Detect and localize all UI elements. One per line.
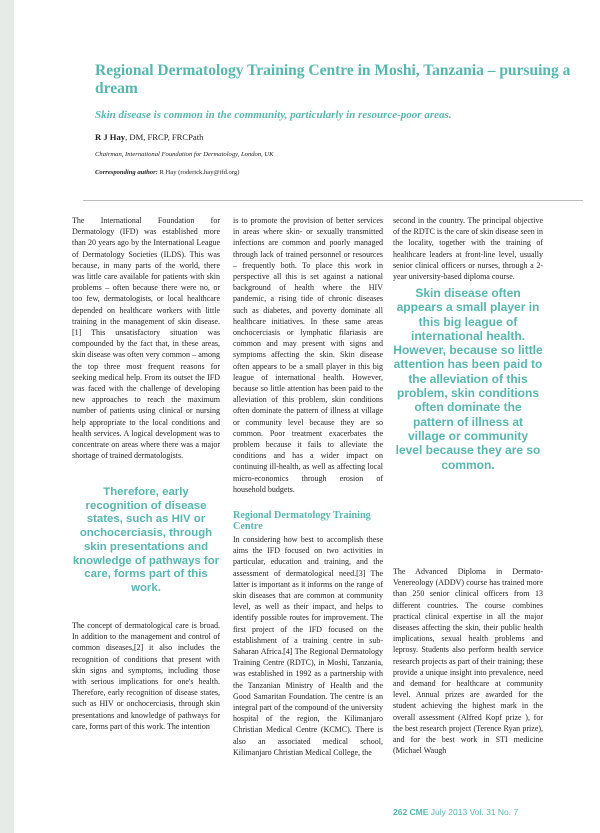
article-subtitle: Skin disease is common in the community, particularly in resource-poor areas.: [95, 109, 452, 121]
body-paragraph: second in the country. The principal objective of the RDTC is the care of skin disease seen in the locality, together with the training of healthcare leaders at front-line level, usually senior clinical officers or nurses, through a 2-year university-based diploma course.: [393, 216, 543, 282]
author-name: R J Hay: [95, 132, 126, 142]
corresponding-label: Corresponding author:: [95, 169, 158, 176]
issue-info: July 2013 Vol. 31 No. 7: [428, 807, 519, 817]
column-2-bottom: [233, 534, 383, 758]
body-paragraph: is to promote the provision of better services in areas where skin- or sexually transmitted infections are common and poorly managed through lack of trained personnel or resources – frequently both. To place this work in perspective all this is set against a national background of health where the HIV pandemic, a rising tide of chronic diseases such as diabetes, and poverty dominate all healthcare initiatives. In these same areas onchocerciasis or lymphatic filariasis are common and may present with signs and symptoms affecting the skin. Skin disease often appears to be a small player in this big league of international health. However, because so little attention has been paid to the alleviation of this problem, skin conditions often dominate the pattern of illness at village or community level because they are so common. Poor treatment exacerbates the problem because it fails to alleviate the conditions and has a wider impact on continuing ill-health, as well as affecting local micro-economics through erosion of household budgets.: [233, 216, 383, 494]
section-heading: Regional Dermatology Training Centre: [233, 510, 371, 532]
author-line: [95, 132, 575, 143]
body-paragraph: In considering how best to accomplish these aims the IFD focused on two activities in particular, education and training, and the assessment of dermatological need.[3] The latter is important as it informs on the range of skin diseases that are common at community level, as well as their impact, and helps to identify possible routes for improvement. The first project of the IFD focused on the establishment of a training centre in sub-Saharan Africa.[4] The Regional Dermatology Training Centre (RDTC), in Moshi, Tanzania, was established in 1992 as a partnership with the Tanzanian Ministry of Health and the Good Samaritan Foundation. The centre is an integral part of the compound of the university hospital of the region, the Kilimanjaro Christian Medical Centre (KCMC). There is also an associated medical school, Kilimanjaro Christian Medical College, the: [233, 535, 383, 757]
column-2-top: [233, 215, 383, 495]
column-1-continued: [72, 620, 220, 732]
article-header: [95, 62, 575, 177]
page-number: 262 CME: [393, 807, 429, 817]
article-title: Regional Dermatology Training Centre in Moshi, Tanzania – pursuing a dream: [95, 62, 571, 97]
pull-quote-left: Therefore, early recognition of disease states, such as HIV or onchocerciasis, through skin presentations and knowledge of pathways for care, forms part of this work.: [72, 486, 220, 594]
pull-quote-right: Skin disease often appears a small player in this big league of international health. However, because so little attention has been paid to the alleviation of this problem, skin conditions often dominate the pattern of illness at village or community level because they are so common.: [393, 286, 543, 472]
page-footer: [393, 807, 583, 817]
corresponding-contact: R Hay (roderick.hay@ifd.org): [157, 169, 240, 176]
column-1-intro: [72, 215, 220, 461]
body-paragraph: The concept of dermatological care is broad. In addition to the management and control of common diseases,[2] it also includes the recognition of conditions that present with skin signs and symptoms, including those with serious implications for one's health. Therefore, early recognition of disease states, such as HIV or onchocerciasis, through skin presentations and knowledge of pathways for care, forms part of this work. The intention: [72, 621, 220, 731]
author-degrees: , DM, FRCP, FRCPath: [125, 132, 204, 142]
corresponding-author: [95, 168, 575, 177]
body-paragraph: The International Foundation for Dermatology (IFD) was established more than 20 years ago by the International League of Dermatology Societies (ILDS). This was because, in many parts of the world, there was little care available for patients with skin problems – often because there were no, or too few, dermatologists, or local healthcare depended on healthcare workers with little training in the management of skin disease.[1] This unsatisfactory situation was compounded by the fact that, in these areas, skin disease was often very common – among the top three most frequent reasons for seeking medical help. From its outset the IFD was faced with the challenge of developing new approaches to reach the maximum number of patients using clinical or nursing help appropriate to the local conditions and health services. A logical development was to concentrate on areas where there was a major shortage of trained dermatologists.: [72, 216, 220, 461]
decorative-sidebar-band: [0, 0, 14, 833]
header-divider: [83, 200, 583, 201]
author-affiliation: Chairman, International Foundation for Dermatology, London, UK: [95, 151, 274, 158]
body-paragraph: The Advanced Diploma in Dermato-Venereology (ADDV) course has trained more than 250 senior clinical officers from 13 different countries. The course combines practical clinical expertise in all the major diseases affecting the skin, their public health implications, sexual health problems and leprosy. Students also perform health service research projects as part of their training; these provide a unique insight into prevalence, need and demand for healthcare at community level. Annual prizes are awarded for the student achieving the highest mark in the overall assessment (Alfred Kopf prize ), for the best research project (Terence Ryan prize), and for the best work in STI medicine (Michael Waugh: [393, 567, 543, 756]
column-3-bottom: [393, 566, 543, 756]
column-3-top: [393, 215, 543, 282]
